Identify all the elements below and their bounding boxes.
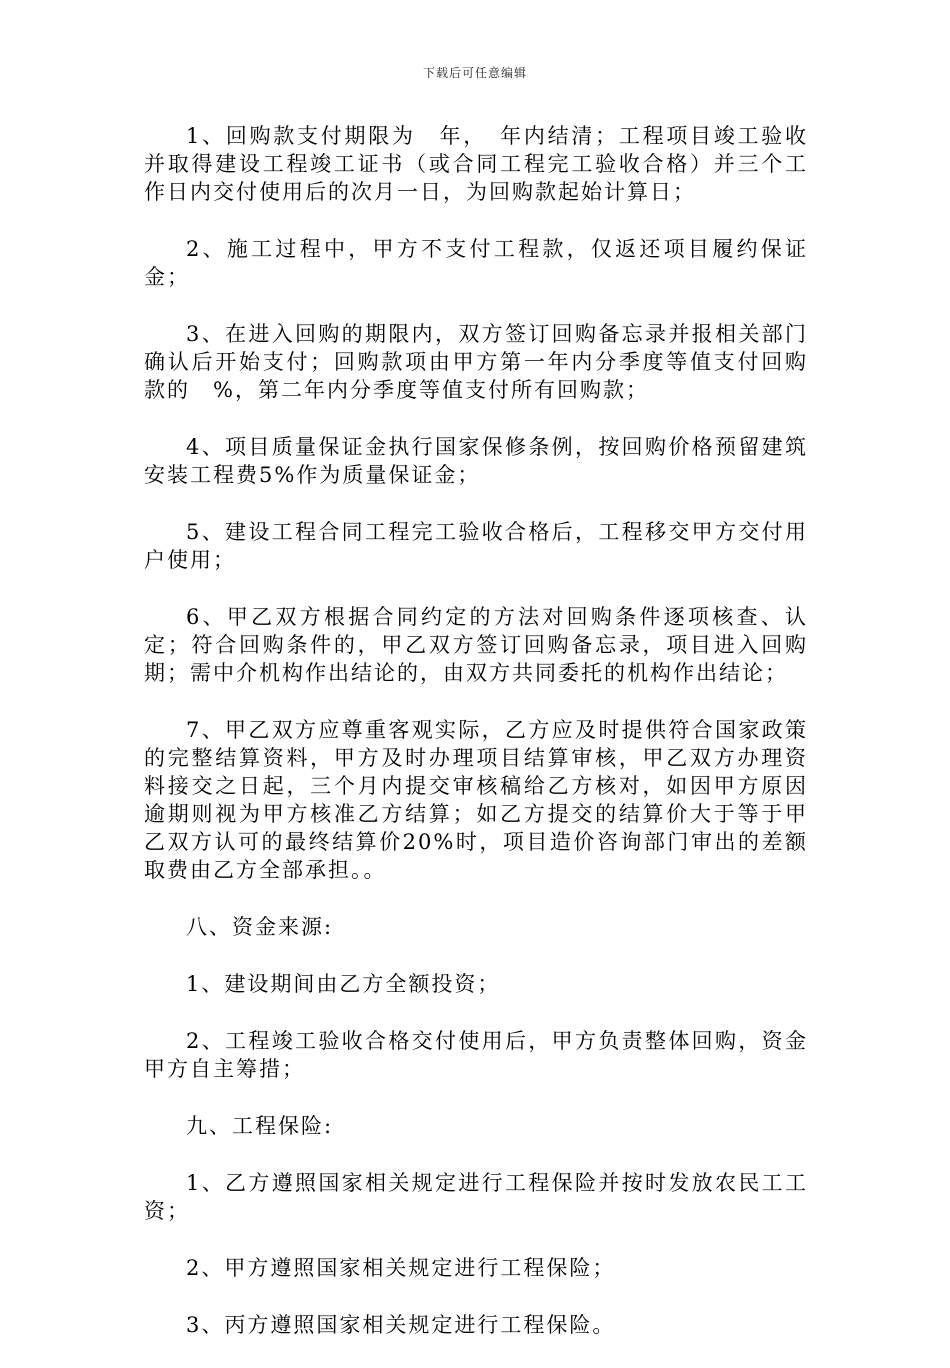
insurance-clause-1: 1、乙方遵照国家相关规定进行工程保险并按时发放农民工工资； xyxy=(144,1171,808,1223)
insurance-clause-3: 3、丙方遵照国家相关规定进行工程保险。 xyxy=(186,1313,616,1337)
clause-6: 6、甲乙双方根据合同约定的方法对回购条件逐项核查、认定；符合回购条件的，甲乙双方签订回购备忘录，项目进入回购期；需中介机构作出结论的，由双方共同委托的机构作出结论； xyxy=(144,605,808,685)
funding-clause-1: 1、建设期间由乙方全额投资； xyxy=(186,972,501,996)
section-heading-insurance: 九、工程保险: xyxy=(186,1114,334,1138)
clause-3: 3、在进入回购的期限内，双方签订回购备忘录并报相关部门确认后开始支付；回购款项由甲方第一年内分季度等值支付回购款的 %，第二年内分季度等值支付所有回购款； xyxy=(144,322,808,402)
insurance-clause-2: 2、甲方遵照国家相关规定进行工程保险； xyxy=(186,1256,616,1280)
clause-1: 1、回购款支付期限为 年， 年内结清；工程项目竣工验收并取得建设工程竣工证书（或合同工程完工验收合格）并三个工作日内交付使用后的次月一日，为回购款起始计算日； xyxy=(144,124,808,204)
page-header-note: 下载后可任意编辑 xyxy=(422,66,527,80)
clause-2: 2、施工过程中，甲方不支付工程款，仅返还项目履约保证金； xyxy=(144,237,808,289)
clause-5: 5、建设工程合同工程完工验收合格后，工程移交甲方交付用户使用； xyxy=(144,520,808,572)
clause-7: 7、甲乙双方应尊重客观实际，乙方应及时提供符合国家政策的完整结算资料，甲方及时办理项目结算审核，甲乙双方办理资料接交之日起，三个月内提交审核稿给乙方核对，如因甲方原因逾期则视为甲方核准乙方结算；如乙方提交的结算价大于等于甲乙双方认可的最终结算价20%时，项目造价咨询部门审出的差额取费由乙方全部承担。。 xyxy=(144,718,808,882)
section-heading-funding: 八、资金来源: xyxy=(186,915,334,939)
clause-4: 4、项目质量保证金执行国家保修条例，按回购价格预留建筑安装工程费5%作为质量保证金； xyxy=(144,435,808,487)
document-body xyxy=(144,122,808,1368)
funding-clause-2: 2、工程竣工验收合格交付使用后，甲方负责整体回购，资金甲方自主筹措； xyxy=(144,1029,808,1081)
